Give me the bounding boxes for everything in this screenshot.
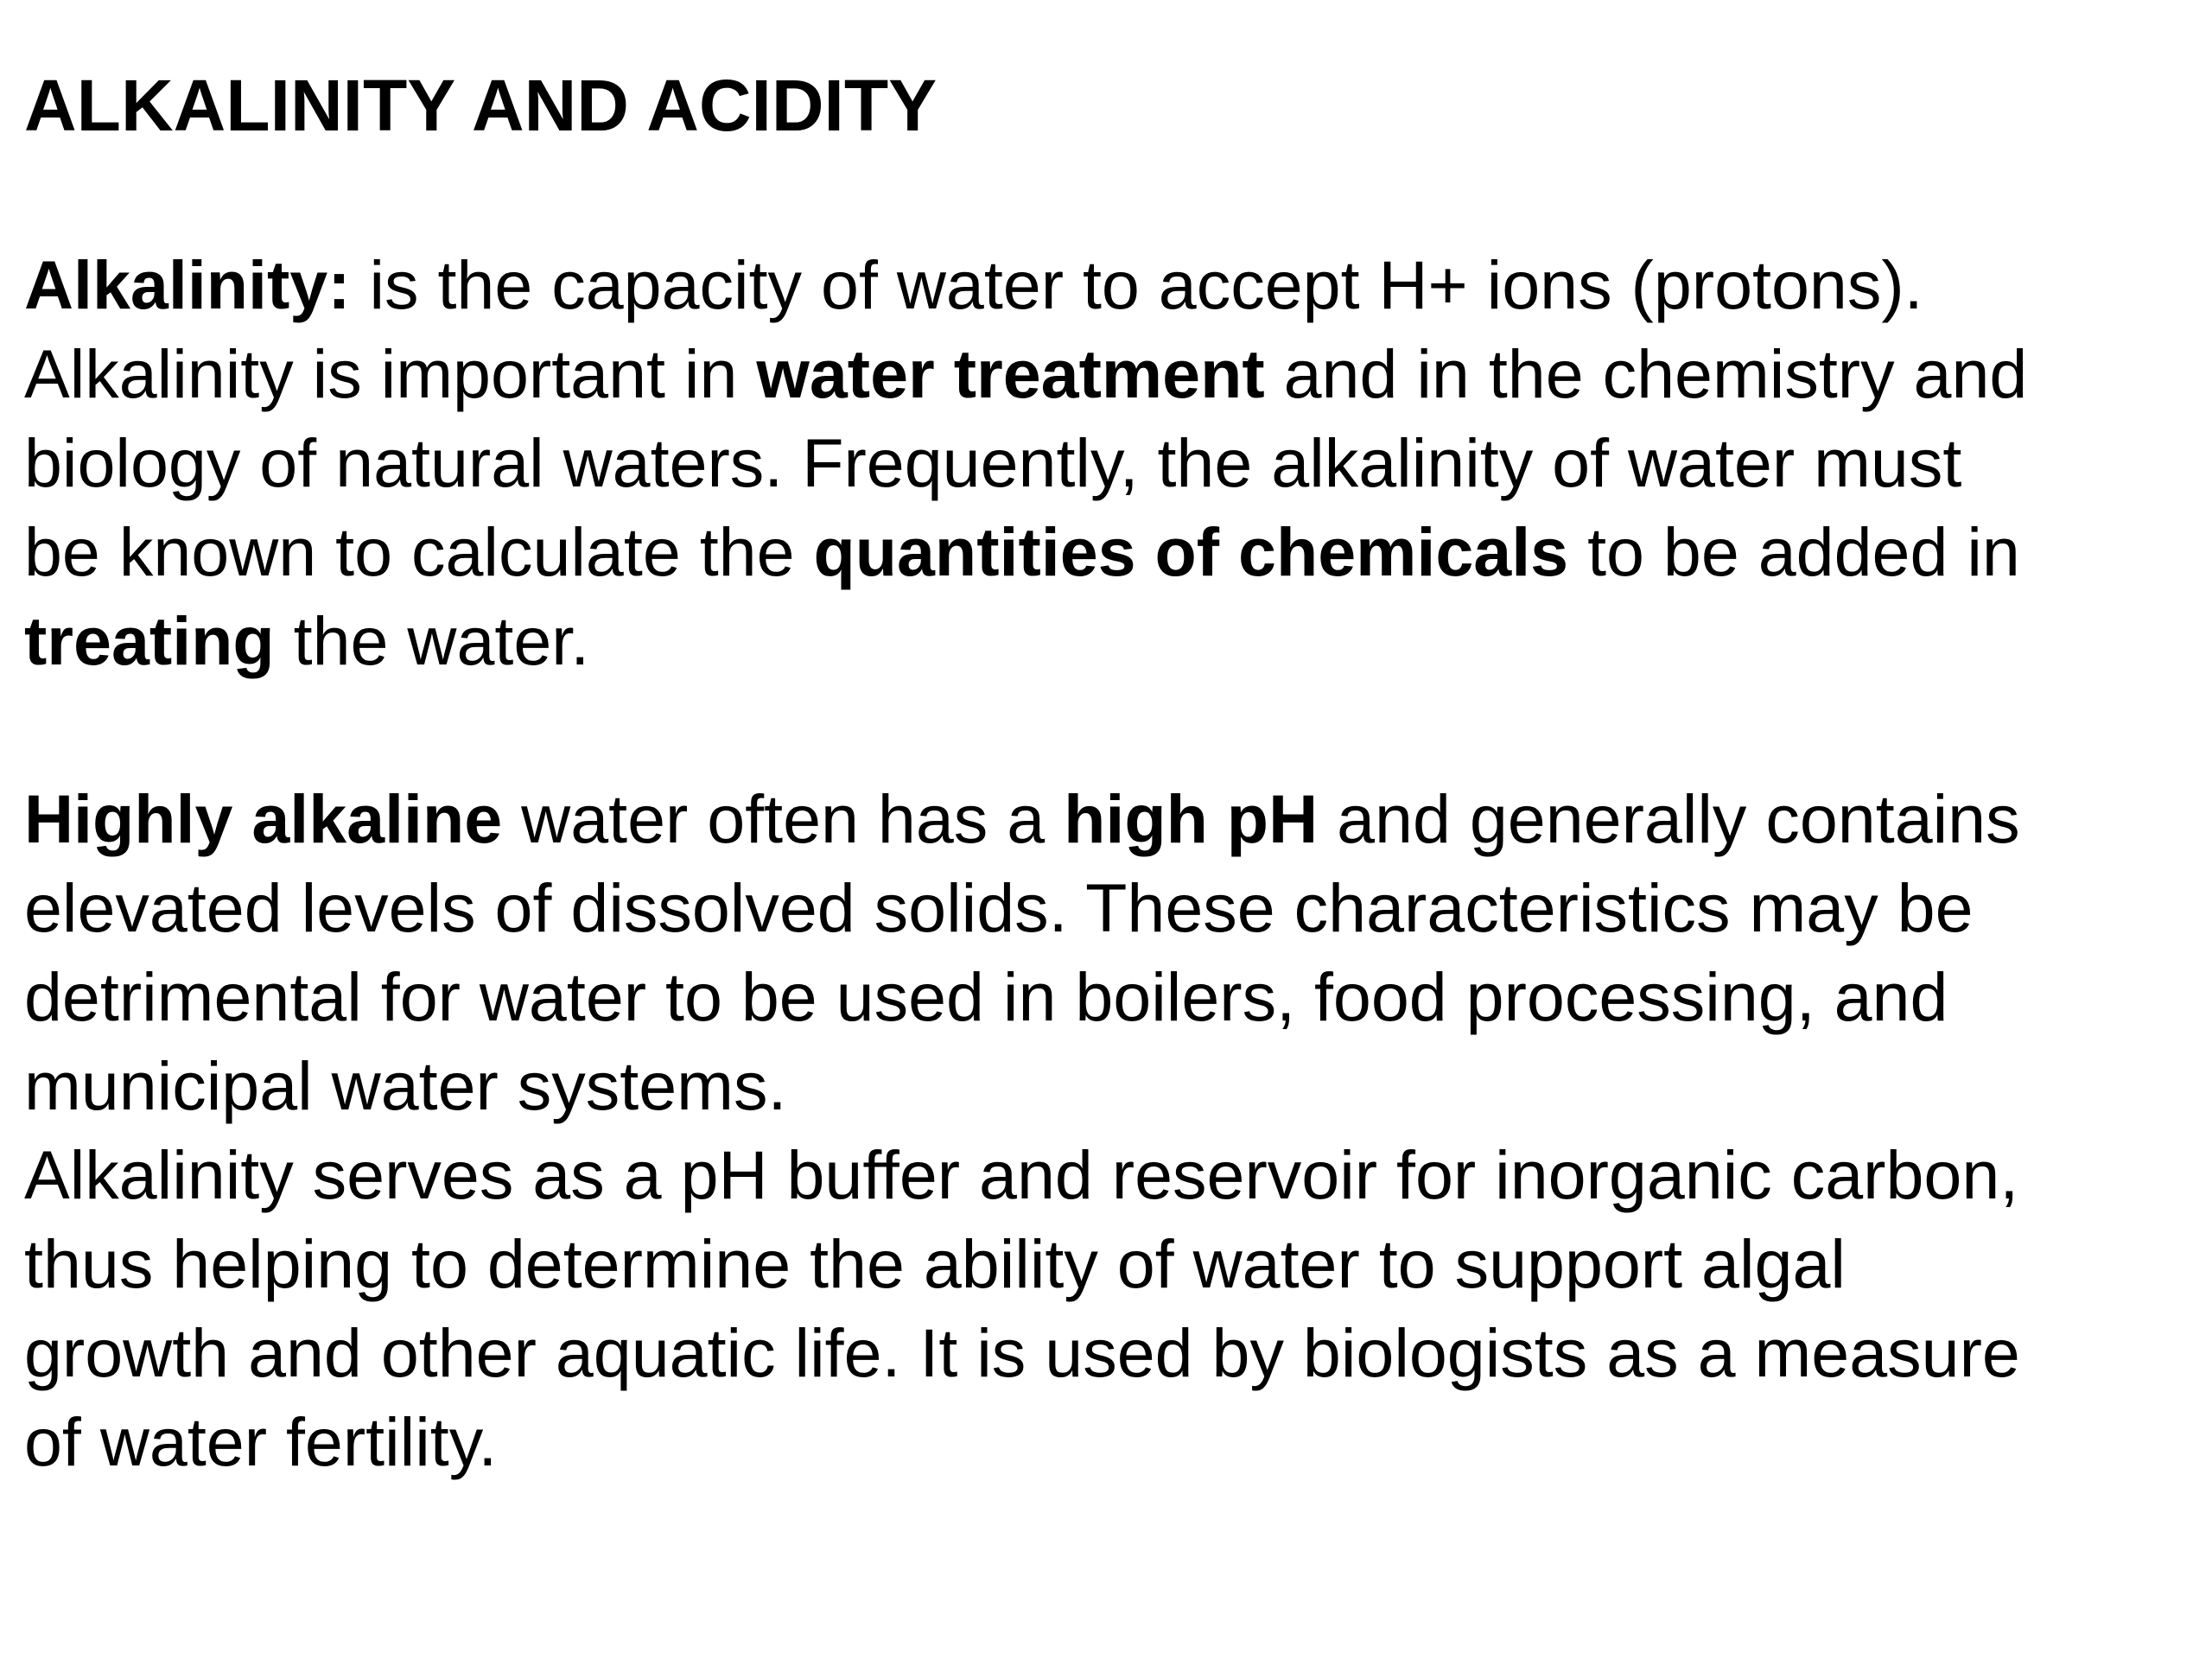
term-water-treatment: water treatment [756,335,1265,412]
text-line [24,329,2193,418]
text-line: municipal water systems. [24,1047,787,1124]
term-high-ph: high pH [1064,780,1319,857]
page-title: ALKALINITY AND ACIDITY [24,65,938,146]
text-span: be known to calculate the [24,513,814,590]
term-alkalinity: Alkalinity: [24,246,351,323]
highly-alkaline-paragraph [24,774,2193,1130]
text-line: thus helping to determine the ability of water to support algal [24,1225,1846,1302]
term-quantities-of-chemicals: quantities of chemicals [813,513,1569,590]
text-line [24,774,2193,863]
text-line [24,507,2193,596]
text-span: water often has a [502,780,1065,857]
text-line: biology of natural waters. Frequently, the alkalinity of water must [24,424,1962,501]
term-treating: treating [24,602,275,679]
text-line: elevated levels of dissolved solids. These characteristics may be [24,869,1974,946]
ph-buffer-paragraph [24,1130,2193,1486]
term-highly-alkaline: Highly alkaline [24,780,503,857]
text-span: Alkalinity is important in [24,335,757,412]
text-span: and in the chemistry and [1264,335,2028,412]
text-line [24,240,2193,329]
text-line: of water fertility. [24,1403,498,1480]
text-span: is the capacity of water to accept H+ ions (protons). [350,246,1923,323]
text-span: to be added in [1568,513,2020,590]
spacer [24,150,2193,240]
text-line: Alkalinity serves as a pH buffer and reservoir for inorganic carbon, [24,1136,2019,1213]
slide-content [24,60,2193,1486]
spacer [24,685,2193,774]
text-line: detrimental for water to be used in boilers, food processing, and [24,958,1948,1035]
text-line: growth and other aquatic life. It is used by biologists as a measure [24,1314,2020,1391]
text-span: and generally contains [1318,780,2020,857]
text-line [24,596,2193,685]
text-span: the water. [274,602,590,679]
alkalinity-definition-paragraph [24,240,2193,685]
